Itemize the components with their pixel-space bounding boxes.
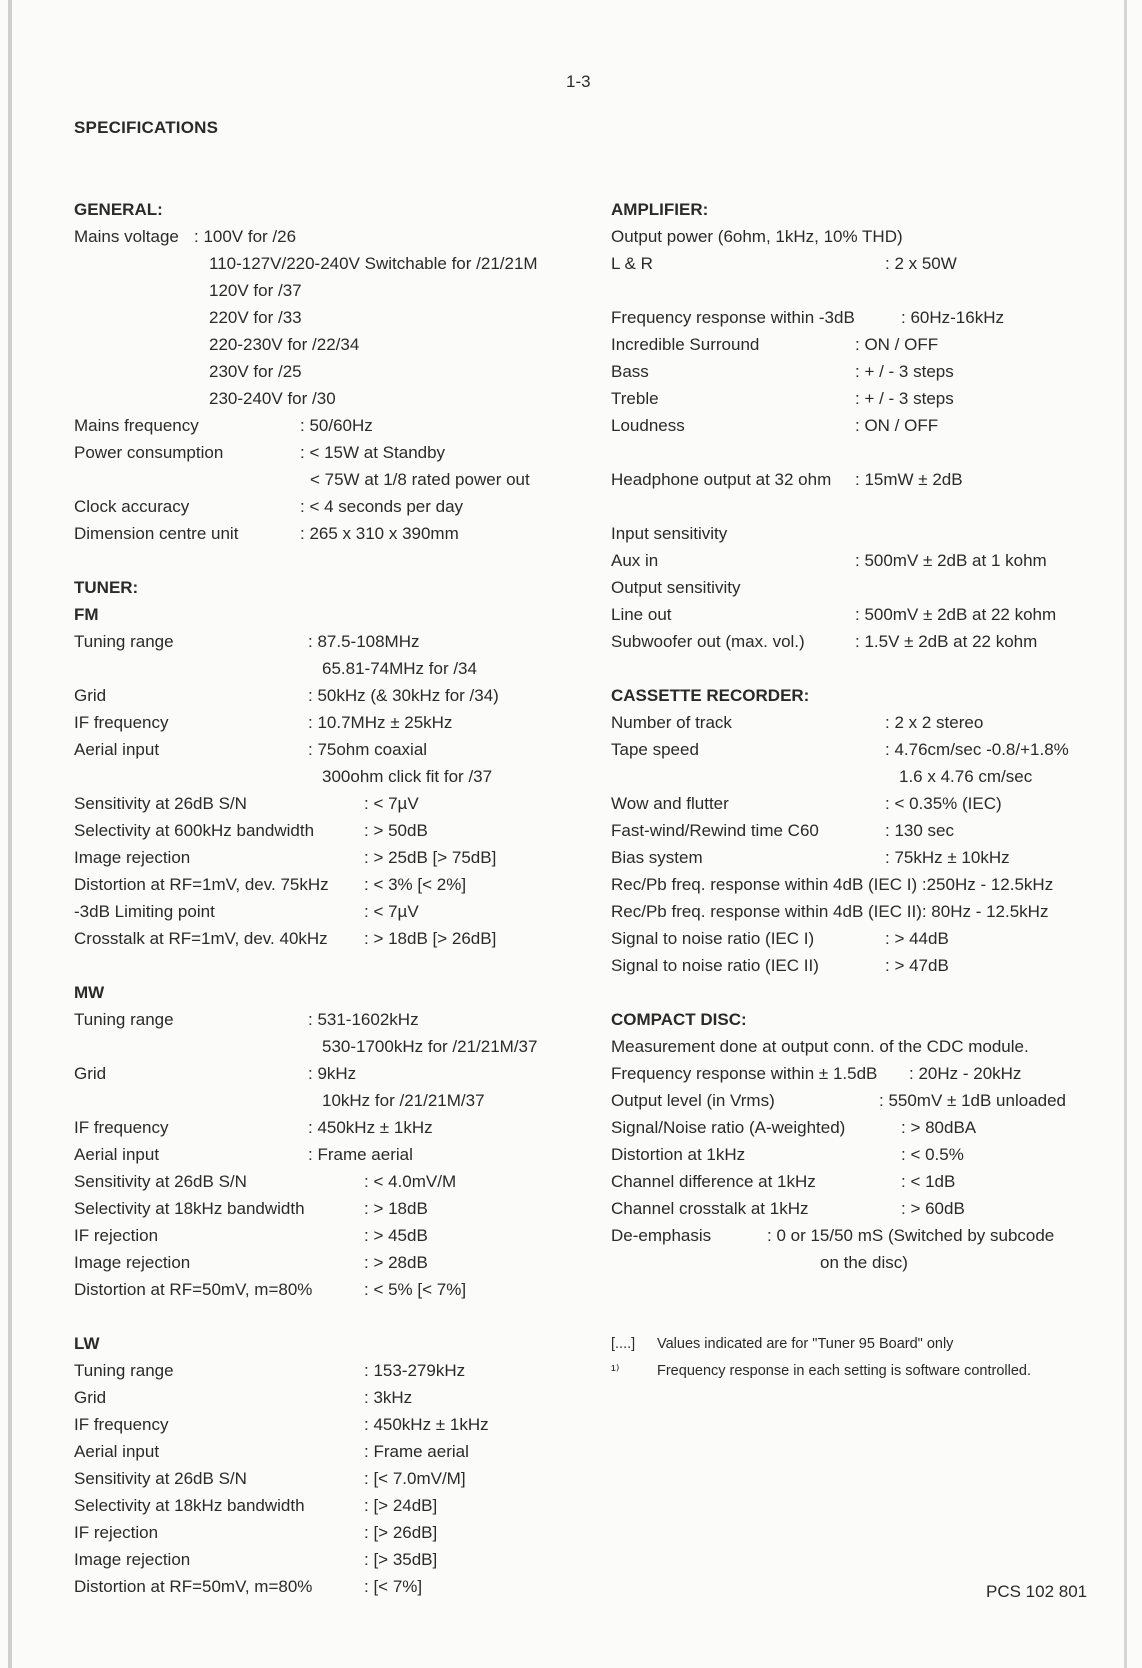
- spec-label: Dimension centre unit: [74, 524, 239, 543]
- document-code: PCS 102 801: [986, 1582, 1088, 1601]
- spec-value: 230-240V for /30: [209, 389, 336, 408]
- spacer: [611, 979, 1111, 1006]
- spec-row: [74, 1465, 574, 1492]
- spec-label: IF rejection: [74, 1226, 159, 1245]
- spec-value: : < 3% [< 2%]: [364, 875, 467, 894]
- spec-row: [74, 1573, 574, 1600]
- spec-row: [74, 1276, 574, 1303]
- spec-row: [74, 304, 574, 331]
- spec-value: : > 18dB [> 26dB]: [364, 929, 497, 948]
- spec-row: [611, 547, 1111, 574]
- spec-label: Output sensitivity: [611, 578, 741, 597]
- spec-value: : > 50dB: [364, 821, 428, 840]
- spec-value: : < 7µV: [364, 902, 419, 921]
- spec-label: Mains voltage: [74, 227, 179, 246]
- spec-row: [74, 871, 574, 898]
- spec-value: 10kHz for /21/21M/37: [322, 1091, 485, 1110]
- spec-row: [74, 844, 574, 871]
- spec-label: Image rejection: [74, 848, 191, 867]
- spacer: [74, 1303, 574, 1330]
- spec-label: Power consumption: [74, 443, 224, 462]
- spec-label: Frequency response within ± 1.5dB: [611, 1064, 878, 1083]
- spec-label: Channel difference at 1kHz: [611, 1172, 816, 1191]
- spec-row: [74, 412, 574, 439]
- spacer: [74, 547, 574, 574]
- spec-label: Signal/Noise ratio (A-weighted): [611, 1118, 846, 1137]
- spec-row: [74, 1141, 574, 1168]
- spacer: [611, 439, 1111, 466]
- page-number: 1-3: [566, 72, 591, 91]
- spec-label: Selectivity at 18kHz bandwidth: [74, 1496, 305, 1515]
- spec-value: : [< 7%]: [364, 1577, 423, 1596]
- spec-value: : 500mV ± 2dB at 22 kohm: [855, 605, 1057, 624]
- spec-label: Incredible Surround: [611, 335, 760, 354]
- spec-label: Grid: [74, 1064, 107, 1083]
- spec-row: [611, 466, 1111, 493]
- spec-row: [611, 790, 1111, 817]
- spec-value: : 50kHz (& 30kHz for /34): [308, 686, 499, 705]
- spec-value: : 20Hz - 20kHz: [909, 1064, 1022, 1083]
- spec-label: Distortion at 1kHz: [611, 1145, 746, 1164]
- spec-label: Output power (6ohm, 1kHz, 10% THD): [611, 227, 903, 246]
- footnote-text: Values indicated are for "Tuner 95 Board" only: [657, 1336, 954, 1352]
- spec-row: [74, 520, 574, 547]
- spec-row: [74, 1249, 574, 1276]
- spec-row: [74, 1438, 574, 1465]
- spec-value: : < 4 seconds per day: [300, 497, 464, 516]
- spec-value: : > 47dB: [885, 956, 949, 975]
- spec-row: [74, 1006, 574, 1033]
- spec-row: [74, 385, 574, 412]
- spec-row: [74, 439, 574, 466]
- spec-label: Signal to noise ratio (IEC I): [611, 929, 815, 948]
- spec-label: Selectivity at 600kHz bandwidth: [74, 821, 315, 840]
- spec-value: : ON / OFF: [855, 416, 939, 435]
- spec-row: [611, 1141, 1111, 1168]
- spec-label: Loudness: [611, 416, 685, 435]
- spec-value: : 50/60Hz: [300, 416, 373, 435]
- spec-value: : 87.5-108MHz: [308, 632, 420, 651]
- spec-label: Aerial input: [74, 1145, 160, 1164]
- spec-value: : Frame aerial: [308, 1145, 413, 1164]
- spec-row: [74, 817, 574, 844]
- spec-label: IF frequency: [74, 713, 169, 732]
- right-spec-column: [611, 196, 1111, 1276]
- spec-row: [74, 250, 574, 277]
- spec-row: [611, 1222, 1111, 1249]
- spec-value: : < 5% [< 7%]: [364, 1280, 467, 1299]
- spec-label: Signal to noise ratio (IEC II): [611, 956, 819, 975]
- spec-row: [611, 925, 1111, 952]
- spec-row: [611, 817, 1111, 844]
- spec-row: [74, 1222, 574, 1249]
- spec-value: : > 80dBA: [901, 1118, 977, 1137]
- spec-row: [74, 1060, 574, 1087]
- spec-label: L & R: [611, 254, 653, 273]
- spec-value: 220V for /33: [209, 308, 302, 327]
- spec-label: Tape speed: [611, 740, 699, 759]
- spec-label: Headphone output at 32 ohm: [611, 470, 832, 489]
- spec-row: [611, 304, 1111, 331]
- spec-value: 65.81-74MHz for /34: [322, 659, 477, 678]
- spec-row: [74, 358, 574, 385]
- spec-value: : 450kHz ± 1kHz: [364, 1415, 489, 1434]
- spec-row: [611, 736, 1111, 763]
- spec-label: Treble: [611, 389, 659, 408]
- spec-row: [74, 493, 574, 520]
- spec-row: [74, 1195, 574, 1222]
- spec-value: 110-127V/220-240V Switchable for /21/21M: [209, 254, 538, 273]
- spec-value: : 550mV ± 1dB unloaded: [879, 1091, 1067, 1110]
- spec-label: Frequency response within -3dB: [611, 308, 855, 327]
- spec-row: [611, 250, 1111, 277]
- spec-value: : 75ohm coaxial: [308, 740, 428, 759]
- spec-value: : > 44dB: [885, 929, 949, 948]
- spec-row: [611, 412, 1111, 439]
- section-heading: COMPACT DISC:: [611, 1010, 747, 1029]
- spec-label: Rec/Pb freq. response within 4dB (IEC I) :250Hz - 12.5kHz: [611, 875, 1054, 894]
- spec-value: : > 45dB: [364, 1226, 428, 1245]
- spec-value: : 500mV ± 2dB at 1 kohm: [855, 551, 1047, 570]
- spec-row: [74, 763, 574, 790]
- spec-label: Tuning range: [74, 1010, 174, 1029]
- spec-row: [74, 1411, 574, 1438]
- spec-label: Sensitivity at 26dB S/N: [74, 794, 247, 813]
- spec-label: De-emphasis: [611, 1226, 712, 1245]
- spec-value: : + / - 3 steps: [855, 389, 954, 408]
- spec-row: [611, 1195, 1111, 1222]
- spec-value: : > 28dB: [364, 1253, 428, 1272]
- spec-row: [74, 682, 574, 709]
- spec-value: : Frame aerial: [364, 1442, 469, 1461]
- spec-value: : 15mW ± 2dB: [855, 470, 963, 489]
- spec-label: Fast-wind/Rewind time C60: [611, 821, 819, 840]
- spec-value: : 2 x 50W: [885, 254, 957, 273]
- spec-row: [74, 925, 574, 952]
- spacer: [611, 277, 1111, 304]
- spec-label: Sensitivity at 26dB S/N: [74, 1469, 247, 1488]
- spec-value: : 3kHz: [364, 1388, 413, 1407]
- spec-row: [611, 1060, 1111, 1087]
- spec-value: 1.6 x 4.76 cm/sec: [899, 767, 1033, 786]
- spec-row: [74, 1519, 574, 1546]
- spec-row: [611, 601, 1111, 628]
- spec-row: [611, 871, 1111, 898]
- spec-row: [74, 466, 574, 493]
- left-spec-column: [74, 196, 574, 1600]
- spec-value: : > 18dB: [364, 1199, 428, 1218]
- spec-label: Clock accuracy: [74, 497, 190, 516]
- spec-row: [74, 709, 574, 736]
- spec-label: Sensitivity at 26dB S/N: [74, 1172, 247, 1191]
- spec-row: [74, 1492, 574, 1519]
- spec-value: : < 0.5%: [901, 1145, 964, 1164]
- spec-label: Measurement done at output conn. of the CDC module.: [611, 1037, 1029, 1056]
- spec-value: : [< 7.0mV/M]: [364, 1469, 466, 1488]
- spec-label: Crosstalk at RF=1mV, dev. 40kHz: [74, 929, 328, 948]
- spec-row: [611, 1249, 1111, 1276]
- spec-row: [611, 358, 1111, 385]
- spacer: [611, 493, 1111, 520]
- spec-value: : 0 or 15/50 mS (Switched by subcode: [767, 1226, 1055, 1245]
- page-title: SPECIFICATIONS: [74, 118, 219, 137]
- spec-value: : < 15W at Standby: [300, 443, 446, 462]
- footnote-text: Frequency response in each setting is software controlled.: [657, 1363, 1031, 1379]
- spec-row: [611, 1033, 1111, 1060]
- spec-label: IF frequency: [74, 1415, 169, 1434]
- spec-label: Image rejection: [74, 1550, 191, 1569]
- spec-label: Selectivity at 18kHz bandwidth: [74, 1199, 305, 1218]
- footnote-marker: ¹⁾: [611, 1363, 620, 1379]
- section-heading: GENERAL:: [74, 200, 163, 219]
- spec-row: [611, 898, 1111, 925]
- spec-value: : 75kHz ± 10kHz: [885, 848, 1010, 867]
- spec-value: 300ohm click fit for /37: [322, 767, 493, 786]
- spec-row: [611, 952, 1111, 979]
- spec-label: Grid: [74, 1388, 107, 1407]
- spec-label: Input sensitivity: [611, 524, 728, 543]
- section-heading: LW: [74, 1334, 100, 1353]
- spec-value: : 450kHz ± 1kHz: [308, 1118, 433, 1137]
- spec-value: : 10.7MHz ± 25kHz: [308, 713, 453, 732]
- spec-value: : [> 26dB]: [364, 1523, 438, 1542]
- spec-value: : 1.5V ± 2dB at 22 kohm: [855, 632, 1038, 651]
- spec-row: [611, 844, 1111, 871]
- spec-label: Bass: [611, 362, 649, 381]
- spec-value: 230V for /25: [209, 362, 302, 381]
- spec-row: [74, 736, 574, 763]
- spec-value: : 100V for /26: [194, 227, 297, 246]
- spec-label: IF rejection: [74, 1523, 159, 1542]
- spec-row: [74, 898, 574, 925]
- spec-row: [74, 277, 574, 304]
- spec-row: [74, 1114, 574, 1141]
- spec-row: [611, 1168, 1111, 1195]
- spec-row: [611, 520, 1111, 547]
- section-heading: FM: [74, 605, 99, 624]
- spec-label: Output level (in Vrms): [611, 1091, 775, 1110]
- spec-row: [611, 331, 1111, 358]
- spec-value: : 60Hz-16kHz: [901, 308, 1004, 327]
- spec-row: [74, 628, 574, 655]
- footnote-marker: [....]: [611, 1336, 636, 1352]
- spec-value: : < 4.0mV/M: [364, 1172, 457, 1191]
- spec-row: [74, 1033, 574, 1060]
- spec-value: : [> 24dB]: [364, 1496, 438, 1515]
- section-heading: AMPLIFIER:: [611, 200, 709, 219]
- spec-value: : [> 35dB]: [364, 1550, 438, 1569]
- spec-row: [611, 574, 1111, 601]
- spec-value: : 153-279kHz: [364, 1361, 466, 1380]
- spec-row: [611, 385, 1111, 412]
- spec-value: 220-230V for /22/34: [209, 335, 360, 354]
- spec-label: Number of track: [611, 713, 732, 732]
- spec-label: Distortion at RF=1mV, dev. 75kHz: [74, 875, 329, 894]
- spec-row: [74, 1357, 574, 1384]
- spec-label: Image rejection: [74, 1253, 191, 1272]
- spec-value: : 4.76cm/sec -0.8/+1.8%: [885, 740, 1069, 759]
- spec-label: Aux in: [611, 551, 659, 570]
- spec-label: Bias system: [611, 848, 703, 867]
- spec-row: [74, 1546, 574, 1573]
- spec-value: : < 1dB: [901, 1172, 956, 1191]
- spec-value: on the disc): [820, 1253, 908, 1272]
- spec-row: [74, 331, 574, 358]
- spec-label: Distortion at RF=50mV, m=80%: [74, 1577, 313, 1596]
- spec-label: IF frequency: [74, 1118, 169, 1137]
- spec-label: Wow and flutter: [611, 794, 729, 813]
- spec-row: [74, 790, 574, 817]
- spec-label: Rec/Pb freq. response within 4dB (IEC II): 80Hz - 12.5kHz: [611, 902, 1049, 921]
- spec-value: : 265 x 310 x 390mm: [300, 524, 459, 543]
- spec-value: : 531-1602kHz: [308, 1010, 419, 1029]
- spec-value: : 2 x 2 stereo: [885, 713, 984, 732]
- spec-row: [611, 709, 1111, 736]
- spec-row: [611, 763, 1111, 790]
- spec-row: [611, 223, 1111, 250]
- spec-value: 530-1700kHz for /21/21M/37: [322, 1037, 538, 1056]
- spec-label: Tuning range: [74, 632, 174, 651]
- spec-label: Subwoofer out (max. vol.): [611, 632, 805, 651]
- spec-row: [611, 628, 1111, 655]
- section-heading: CASSETTE RECORDER:: [611, 686, 810, 705]
- spec-row: [74, 1087, 574, 1114]
- scan-edge-left: [8, 0, 12, 1668]
- spec-label: Channel crosstalk at 1kHz: [611, 1199, 809, 1218]
- spec-label: Grid: [74, 686, 107, 705]
- spec-row: [611, 1114, 1111, 1141]
- spacer: [74, 952, 574, 979]
- spec-value: : > 25dB [> 75dB]: [364, 848, 497, 867]
- spec-label: Line out: [611, 605, 672, 624]
- spec-label: Tuning range: [74, 1361, 174, 1380]
- spec-value: : ON / OFF: [855, 335, 939, 354]
- spec-row: [74, 1168, 574, 1195]
- spec-row: [74, 223, 574, 250]
- section-heading: TUNER:: [74, 578, 139, 597]
- scan-edge-right: [1124, 0, 1127, 1668]
- spec-row: [611, 1087, 1111, 1114]
- spec-label: Mains frequency: [74, 416, 199, 435]
- spec-value: 120V for /37: [209, 281, 302, 300]
- spec-value: : 9kHz: [308, 1064, 357, 1083]
- spec-value: : < 0.35% (IEC): [885, 794, 1002, 813]
- spec-value: : < 7µV: [364, 794, 419, 813]
- spec-value: : + / - 3 steps: [855, 362, 954, 381]
- spec-row: [74, 655, 574, 682]
- section-heading: MW: [74, 983, 105, 1002]
- spacer: [611, 655, 1111, 682]
- spec-value: : 130 sec: [885, 821, 954, 840]
- spec-value: < 75W at 1/8 rated power out: [310, 470, 530, 489]
- spec-value: : > 60dB: [901, 1199, 965, 1218]
- spec-label: Aerial input: [74, 740, 160, 759]
- spec-row: [74, 1384, 574, 1411]
- spec-label: -3dB Limiting point: [74, 902, 215, 921]
- spec-label: Distortion at RF=50mV, m=80%: [74, 1280, 313, 1299]
- spec-label: Aerial input: [74, 1442, 160, 1461]
